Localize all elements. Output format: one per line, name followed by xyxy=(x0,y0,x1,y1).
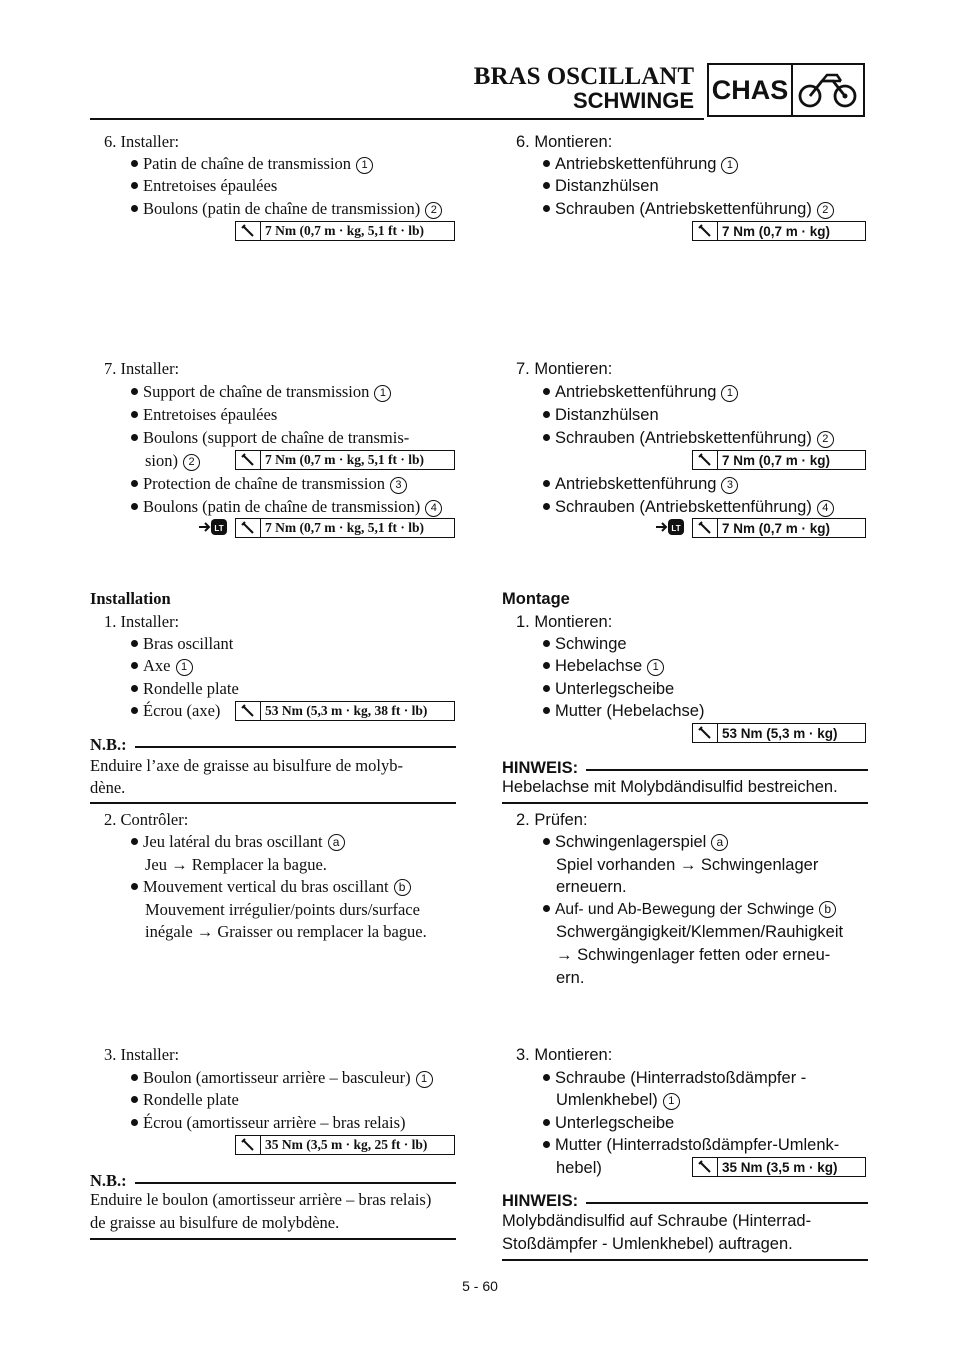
fr-s6-item-2: Entretoises épaulées xyxy=(131,175,277,198)
callout-4: 4 xyxy=(817,500,834,517)
torque-value: 7 Nm (0,7 m · kg) xyxy=(722,520,831,536)
de-s2-line-1: Spiel vorhanden → Schwingenlager xyxy=(556,856,819,874)
torque-value: 7 Nm (0,7 m · kg, 5,1 ft · lb) xyxy=(265,452,424,467)
header-rule xyxy=(90,118,704,120)
fr-note-1-line-1: Enduire l’axe de graisse au bisulfure de molyb- xyxy=(90,756,403,775)
de-s3-item-2: Unterlegscheibe xyxy=(543,1112,674,1135)
fr-inst-item-2 xyxy=(131,655,193,678)
de-s2-item-1 xyxy=(543,831,728,854)
callout-a: a xyxy=(711,834,728,851)
header-title-fr: BRAS OSCILLANT xyxy=(473,63,694,90)
note-rule xyxy=(586,769,868,771)
fr-s3-item-1-text: Boulon (amortisseur arrière – basculeur) xyxy=(143,1068,411,1087)
de-s2-line-4: ern. xyxy=(556,969,585,987)
de-note-1-end-rule xyxy=(502,802,868,804)
torque-wrench-icon xyxy=(236,519,261,537)
callout-1: 1 xyxy=(374,385,391,402)
svg-text:LT: LT xyxy=(671,524,681,533)
de-s6-torque xyxy=(692,221,866,241)
fr-inst-torque xyxy=(235,701,455,721)
de-s6-item-1-text: Antriebskettenführung xyxy=(555,155,717,173)
section-badge xyxy=(707,63,865,117)
fr-s7-item-3-text: sion) xyxy=(145,451,178,470)
torque-value: 7 Nm (0,7 m · kg, 5,1 ft · lb) xyxy=(265,223,424,238)
fr-s7-item-3: Boulons (support de chaîne de transmis- xyxy=(131,427,409,450)
de-s2-line-1b: erneuern. xyxy=(556,878,627,896)
torque-wrench-icon xyxy=(693,724,718,742)
locktite-icon xyxy=(656,517,686,537)
torque-wrench-icon xyxy=(693,519,718,537)
de-s7-item-3 xyxy=(543,427,834,450)
torque-value: 53 Nm (5,3 m · kg) xyxy=(722,725,838,741)
de-s2-line-2: Schwergängigkeit/Klemmen/Rauhigkeit xyxy=(556,923,844,941)
de-s3-item-1-cont xyxy=(556,1089,680,1112)
torque-value: 7 Nm (0,7 m · kg, 5,1 ft · lb) xyxy=(265,520,424,535)
de-s7-torque-2 xyxy=(692,518,866,538)
de-s2-heading: 2. Prüfen: xyxy=(516,811,588,829)
de-s2-line-3: → Schwingenlager fetten oder erneu- xyxy=(556,946,831,964)
de-s7-torque-1 xyxy=(692,450,866,470)
de-s7-item-1 xyxy=(543,381,738,404)
fr-inst-item-2-text: Axe xyxy=(143,656,171,675)
callout-2: 2 xyxy=(817,431,834,448)
fr-note-2-end-rule xyxy=(90,1238,456,1240)
section-code: CHAS xyxy=(709,65,793,115)
de-inst-item-2 xyxy=(543,655,664,678)
de-inst-heading: 1. Montieren: xyxy=(516,613,613,631)
fr-installation-title: Installation xyxy=(90,589,171,608)
de-s3-item-1: Schraube (Hinterradstoßdämpfer - xyxy=(543,1067,806,1090)
de-s3-item-3: Mutter (Hinterradstoßdämpfer-Umlenk- xyxy=(543,1134,839,1157)
note-rule xyxy=(586,1202,868,1204)
fr-s6-item-3-text: Boulons (patin de chaîne de transmission) xyxy=(143,199,421,218)
callout-1: 1 xyxy=(663,1093,680,1110)
note-label: HINWEIS: xyxy=(502,1192,579,1210)
de-note-2-line-2: Stoßdämpfer - Umlenkhebel) auftragen. xyxy=(502,1235,793,1253)
callout-3: 3 xyxy=(390,477,407,494)
fr-s2-line-3: inégale → Graisser ou remplacer la bague. xyxy=(145,922,427,941)
de-note-1-line-1: Hebelachse mit Molybdändisulfid bestreichen. xyxy=(502,778,838,796)
fr-inst-item-1: Bras oscillant xyxy=(131,633,233,656)
fr-s7-item-5 xyxy=(131,496,442,519)
de-s7-item-1-text: Antriebskettenführung xyxy=(555,383,717,401)
fr-s2-line-1: Jeu → Remplacer la bague. xyxy=(145,855,327,874)
de-s6-item-2: Distanzhülsen xyxy=(543,175,659,198)
de-s7-item-5-text: Schrauben (Antriebskettenführung) xyxy=(555,498,812,516)
fr-s3-item-1 xyxy=(131,1067,433,1090)
fr-s6-item-1-text: Patin de chaîne de transmission xyxy=(143,154,352,173)
svg-text:LT: LT xyxy=(214,524,224,533)
de-s6-heading: 6. Montieren: xyxy=(516,133,613,151)
fr-s3-torque xyxy=(235,1135,455,1155)
de-s7-item-4 xyxy=(543,473,738,496)
torque-wrench-icon xyxy=(693,451,718,469)
page-header xyxy=(0,0,960,130)
de-inst-item-3: Unterlegscheibe xyxy=(543,678,674,701)
note-label: N.B.: xyxy=(90,735,127,754)
callout-b: b xyxy=(394,879,411,896)
fr-s2-item-2-text: Mouvement vertical du bras oscillant xyxy=(143,877,389,896)
fr-s6-torque xyxy=(235,221,455,241)
de-inst-item-2-text: Hebelachse xyxy=(555,657,643,675)
de-s7-item-2: Distanzhülsen xyxy=(543,404,659,427)
fr-s6-heading: 6. Installer: xyxy=(104,132,180,151)
motorcycle-icon xyxy=(793,65,863,115)
de-s6-item-1 xyxy=(543,153,738,176)
callout-3: 3 xyxy=(721,477,738,494)
fr-s2-heading: 2. Contrôler: xyxy=(104,810,189,829)
note-label: HINWEIS: xyxy=(502,759,579,777)
torque-wrench-icon xyxy=(236,222,261,240)
page-number: 5 - 60 xyxy=(462,1278,498,1294)
fr-s7-heading: 7. Installer: xyxy=(104,359,180,378)
de-s7-item-4-text: Antriebskettenführung xyxy=(555,475,717,493)
callout-2: 2 xyxy=(183,454,200,471)
torque-wrench-icon xyxy=(236,451,261,469)
callout-2: 2 xyxy=(817,202,834,219)
fr-s3-item-2: Rondelle plate xyxy=(131,1089,239,1112)
fr-note-2-line-1: Enduire le boulon (amortisseur arrière – bras relais) xyxy=(90,1190,432,1209)
fr-s6-item-3 xyxy=(131,198,442,221)
de-s7-item-5 xyxy=(543,496,834,519)
de-s2-item-2 xyxy=(543,899,836,922)
fr-s7-item-4 xyxy=(131,473,407,496)
de-s7-heading: 7. Montieren: xyxy=(516,360,613,378)
fr-s2-item-2 xyxy=(131,876,411,899)
de-s2-item-2-text: Auf- und Ab-Bewegung der Schwinge xyxy=(555,901,815,918)
callout-b: b xyxy=(819,901,836,918)
callout-1: 1 xyxy=(416,1071,433,1088)
note-rule xyxy=(135,1182,456,1184)
callout-1: 1 xyxy=(356,157,373,174)
de-inst-torque xyxy=(692,723,866,743)
torque-value: 7 Nm (0,7 m · kg) xyxy=(722,223,831,239)
callout-1: 1 xyxy=(647,659,664,676)
fr-s3-heading: 3. Installer: xyxy=(104,1045,180,1064)
fr-s7-item-5-text: Boulons (patin de chaîne de transmission) xyxy=(143,497,421,516)
fr-note-1-header xyxy=(90,734,456,757)
de-s6-item-3 xyxy=(543,198,834,221)
torque-wrench-icon xyxy=(693,222,718,240)
callout-2: 2 xyxy=(425,202,442,219)
torque-value: 7 Nm (0,7 m · kg) xyxy=(722,452,831,468)
fr-s2-item-1 xyxy=(131,831,345,854)
fr-s7-torque-1 xyxy=(235,450,455,470)
de-s3-item-3-cont: hebel) xyxy=(556,1159,602,1177)
header-title-de: SCHWINGE xyxy=(573,88,694,113)
fr-s7-torque-2 xyxy=(235,518,455,538)
fr-s7-item-3-cont xyxy=(145,450,200,473)
fr-inst-item-4: Écrou (axe) xyxy=(131,700,220,723)
torque-value: 53 Nm (5,3 m · kg, 38 ft · lb) xyxy=(265,703,428,718)
de-s3-heading: 3. Montieren: xyxy=(516,1046,613,1064)
fr-s7-item-4-text: Protection de chaîne de transmission xyxy=(143,474,385,493)
fr-note-2-line-2: de graisse au bisulfure de molybdène. xyxy=(90,1213,340,1232)
locktite-icon xyxy=(199,517,229,537)
de-note-2-end-rule xyxy=(502,1259,868,1261)
fr-note-1-line-2: dène. xyxy=(90,778,126,797)
torque-wrench-icon xyxy=(236,702,261,720)
callout-1: 1 xyxy=(721,157,738,174)
de-inst-item-1: Schwinge xyxy=(543,633,627,656)
de-s3-torque xyxy=(692,1157,866,1177)
de-s6-item-3-text: Schrauben (Antriebskettenführung) xyxy=(555,200,812,218)
de-inst-item-4: Mutter (Hebelachse) xyxy=(543,700,704,723)
torque-value: 35 Nm (3,5 m · kg, 25 ft · lb) xyxy=(265,1137,428,1152)
fr-s7-item-1 xyxy=(131,381,391,404)
torque-wrench-icon xyxy=(236,1136,261,1154)
fr-s2-item-1-text: Jeu latéral du bras oscillant xyxy=(143,832,323,851)
de-s3-item-1-text: Umlenkhebel) xyxy=(556,1091,658,1109)
fr-inst-heading: 1. Installer: xyxy=(104,612,180,631)
de-montage-title: Montage xyxy=(502,590,570,608)
fr-inst-item-3: Rondelle plate xyxy=(131,678,239,701)
callout-a: a xyxy=(328,834,345,851)
note-rule xyxy=(135,746,456,748)
callout-4: 4 xyxy=(425,500,442,517)
callout-1: 1 xyxy=(176,659,193,676)
de-s7-item-3-text: Schrauben (Antriebskettenführung) xyxy=(555,429,812,447)
fr-s7-item-1-text: Support de chaîne de transmission xyxy=(143,382,370,401)
torque-value: 35 Nm (3,5 m · kg) xyxy=(722,1159,838,1175)
fr-note-1-end-rule xyxy=(90,802,456,804)
fr-s3-item-3: Écrou (amortisseur arrière – bras relais) xyxy=(131,1112,406,1135)
fr-s2-line-2: Mouvement irrégulier/points durs/surface xyxy=(145,900,420,919)
fr-s7-item-2: Entretoises épaulées xyxy=(131,404,277,427)
torque-wrench-icon xyxy=(693,1158,718,1176)
de-note-2-line-1: Molybdändisulfid auf Schraube (Hinterrad- xyxy=(502,1212,812,1230)
de-s2-item-1-text: Schwingenlagerspiel xyxy=(555,833,707,851)
fr-s6-item-1 xyxy=(131,153,373,176)
note-label: N.B.: xyxy=(90,1171,127,1190)
callout-1: 1 xyxy=(721,385,738,402)
